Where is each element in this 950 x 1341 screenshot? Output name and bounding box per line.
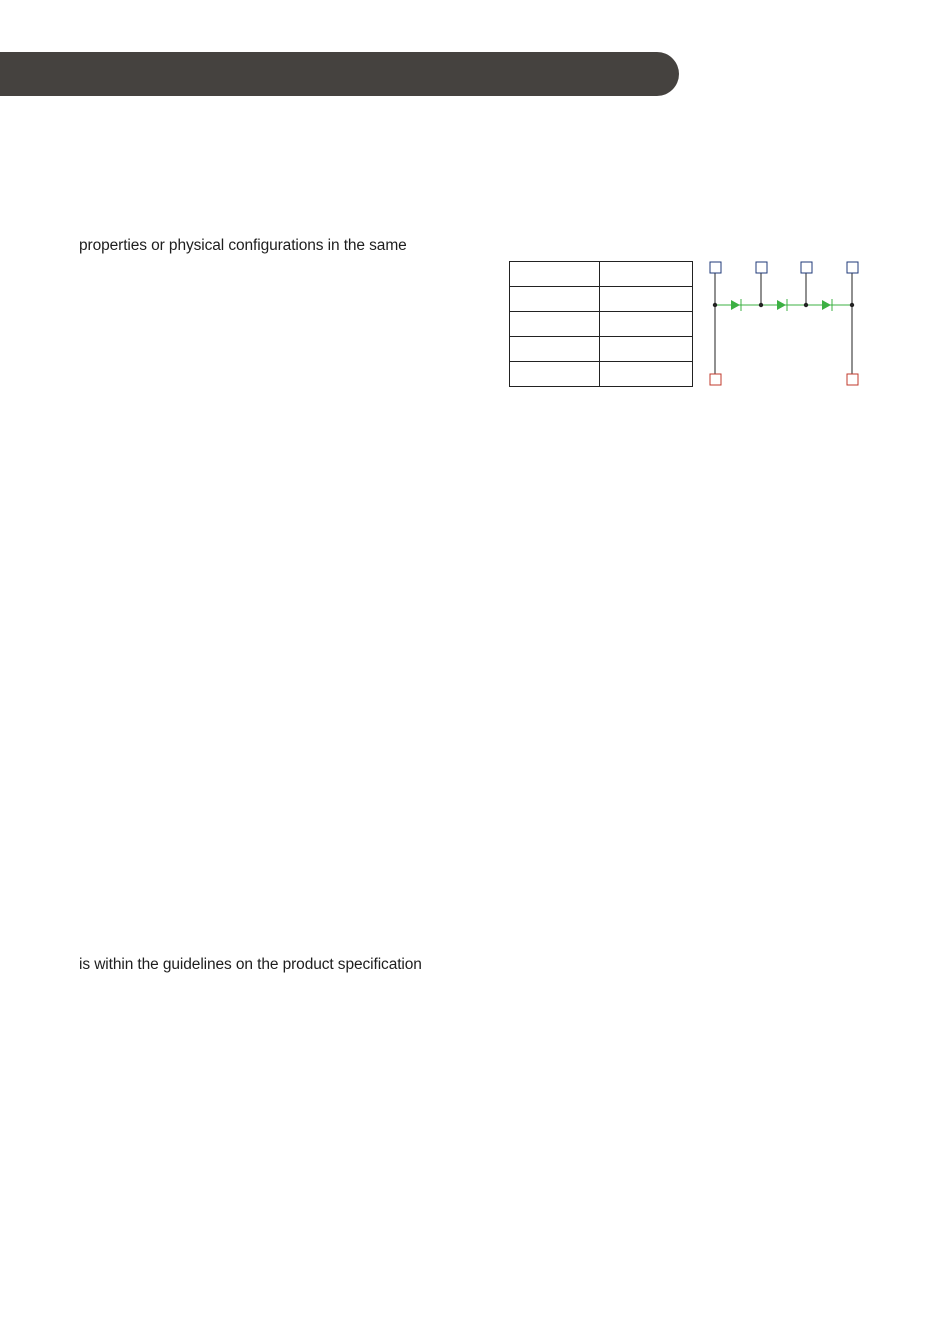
junction-dot — [713, 303, 717, 307]
spec-table — [509, 261, 693, 387]
body-text-line-1: properties or physical configurations in the same — [79, 237, 407, 254]
table-cell — [510, 312, 600, 337]
table-row — [510, 262, 693, 287]
terminal-top-1 — [710, 262, 721, 273]
terminal-bottom-1 — [710, 374, 721, 385]
terminal-bottom-2 — [847, 374, 858, 385]
table-cell — [600, 262, 693, 287]
diode-1 — [731, 299, 741, 311]
table-cell — [600, 337, 693, 362]
table-row — [510, 287, 693, 312]
table-cell — [600, 287, 693, 312]
table-cell — [510, 287, 600, 312]
junction-dot — [804, 303, 808, 307]
table-cell — [600, 312, 693, 337]
diode-2 — [777, 299, 787, 311]
terminal-top-2 — [756, 262, 767, 273]
table-cell — [510, 262, 600, 287]
terminal-top-3 — [801, 262, 812, 273]
table-row — [510, 312, 693, 337]
junction-dot — [850, 303, 854, 307]
table-cell — [510, 337, 600, 362]
table-cell — [510, 362, 600, 387]
body-text-line-2: is within the guidelines on the product specification — [79, 956, 422, 973]
table-row — [510, 337, 693, 362]
diode-3 — [822, 299, 832, 311]
junction-dot — [759, 303, 763, 307]
table-row — [510, 362, 693, 387]
diode-circuit-diagram — [700, 252, 870, 397]
terminal-top-4 — [847, 262, 858, 273]
header-band — [0, 52, 679, 96]
table-cell — [600, 362, 693, 387]
